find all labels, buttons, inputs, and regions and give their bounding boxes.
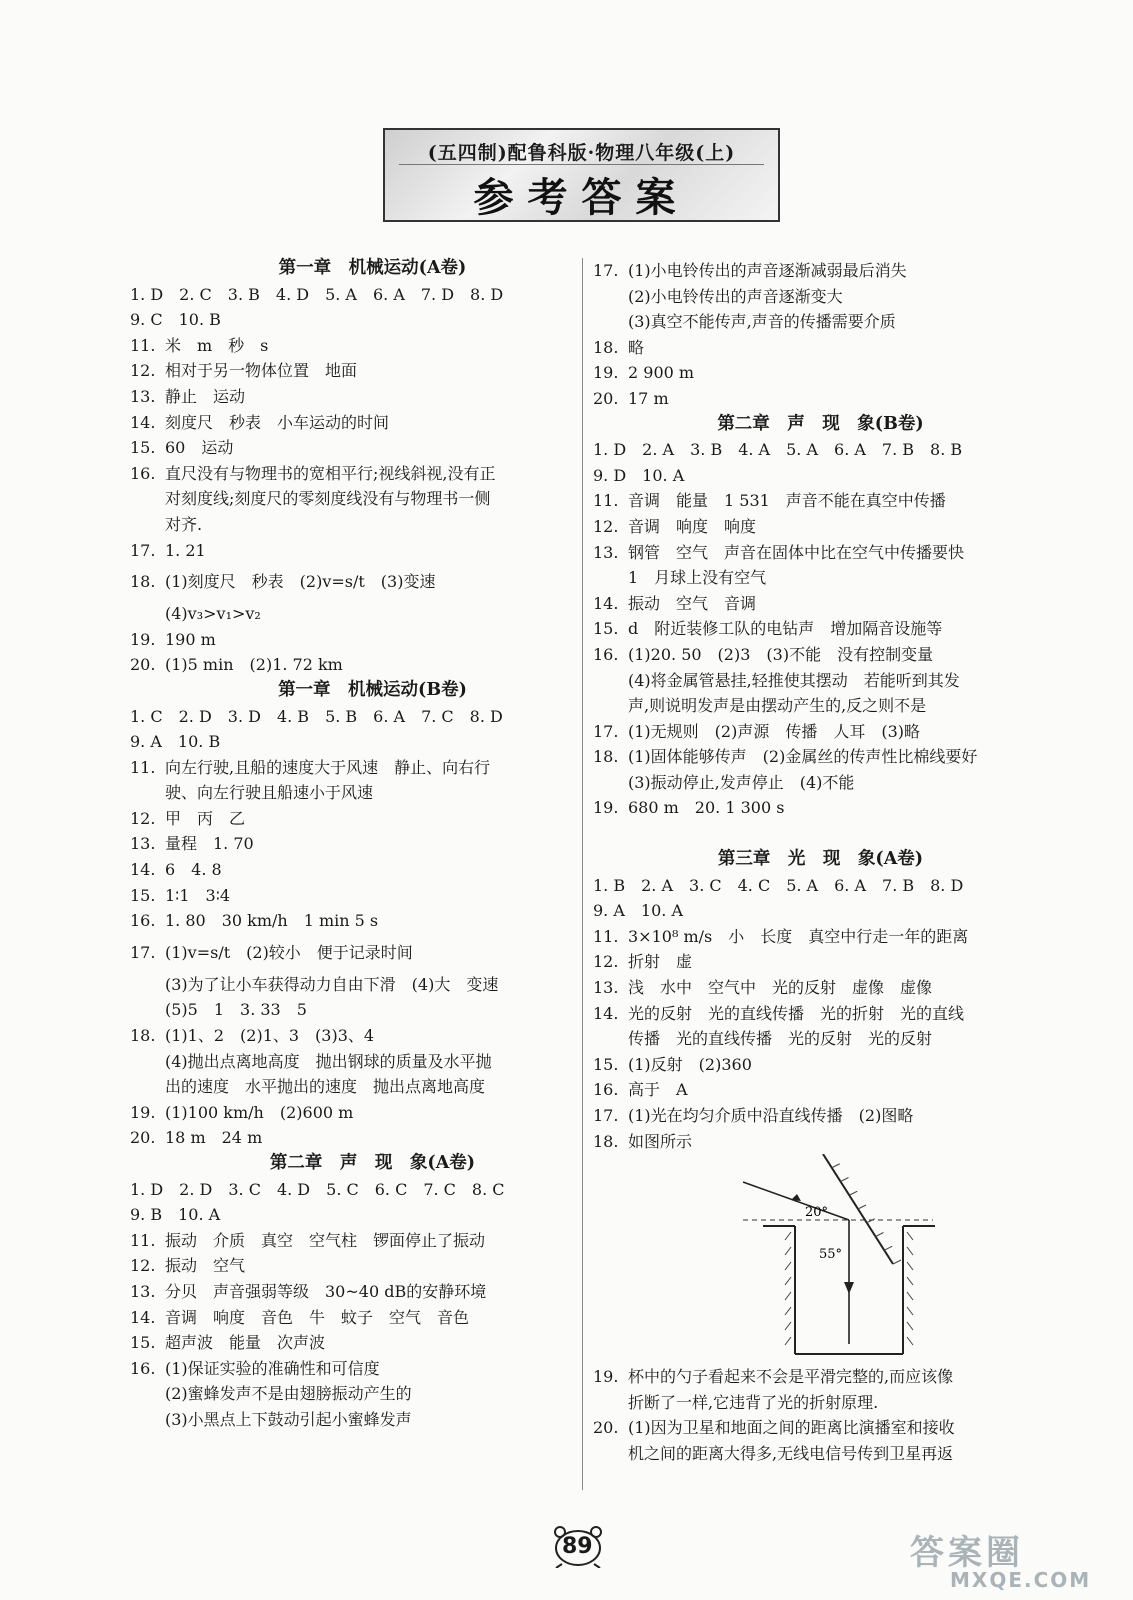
answer-item xyxy=(593,642,1048,668)
answer-continuation: (5)5 1 3. 33 5 xyxy=(165,1000,307,1020)
answer-continuation: (4)v₃>v₁>v₂ xyxy=(165,604,261,624)
answer-text: (1)因为卫星和地面之间的距离比演播室和接收 xyxy=(628,1418,955,1438)
answer-item xyxy=(593,386,1048,412)
answer-item xyxy=(593,335,1048,361)
answer-item xyxy=(130,1023,575,1049)
answer-item xyxy=(593,719,1048,745)
answer-item xyxy=(130,806,575,832)
answer-text: (1)v=s/t (2)较小 便于记录时间 xyxy=(165,942,413,962)
right-column xyxy=(593,258,1048,1467)
answer-continuation: 折断了一样,它违背了光的折射原理. xyxy=(628,1392,879,1412)
answer-text: 振动 空气 xyxy=(165,1256,246,1276)
question-number: 12. xyxy=(130,1256,156,1276)
answer-item xyxy=(593,1052,1048,1078)
answer-item xyxy=(593,616,1048,642)
answer-continuation: (4)抛出点离地高度 抛出钢球的质量及水平抛 xyxy=(165,1051,492,1071)
question-number: 18. xyxy=(593,1131,619,1151)
answer-item xyxy=(593,1364,1048,1390)
question-number: 17. xyxy=(593,261,619,280)
answer-text: 1. 80 30 km/h 1 min 5 s xyxy=(165,911,379,931)
answer-text: 高于 A xyxy=(628,1080,688,1100)
answer-continuation: (4)将金属管悬挂,轻推使其摆动 若能听到其发 xyxy=(628,670,960,690)
answer-line: 9. A 10. A xyxy=(593,901,683,921)
answer-line: 1. D 2. D 3. C 4. D 5. C 6. C 7. C 8. C xyxy=(130,1179,505,1199)
question-number: 13. xyxy=(593,542,619,562)
answer-text: (1)1、2 (2)1、3 (3)3、4 xyxy=(165,1026,375,1046)
question-number: 16. xyxy=(130,463,156,483)
answer-item xyxy=(130,1279,575,1305)
answer-item xyxy=(130,857,575,883)
answer-text: (1)刻度尺 秒表 (2)v=s/t (3)变速 xyxy=(165,572,436,592)
answer-text: (1)20. 50 (2)3 (3)不能 没有控制变量 xyxy=(628,644,934,664)
answer-item xyxy=(593,744,1048,770)
answer-continuation: 对齐. xyxy=(165,514,203,534)
answer-item xyxy=(130,333,575,359)
answer-item xyxy=(130,831,575,857)
question-number: 19. xyxy=(593,798,619,818)
answer-text: (1)小电铃传出的声音逐渐减弱最后消失 xyxy=(628,261,907,280)
hatch-right xyxy=(907,1307,913,1315)
mirror-hatch xyxy=(876,1233,884,1237)
section-heading: 第二章 声 现 象(B卷) xyxy=(717,413,924,434)
question-number: 11. xyxy=(593,926,619,946)
answer-item xyxy=(593,1077,1048,1103)
hatch-right xyxy=(907,1262,913,1270)
hatch-left xyxy=(785,1232,791,1240)
answer-text: 略 xyxy=(628,337,645,357)
section-heading: 第二章 声 现 象(A卷) xyxy=(269,1153,476,1173)
answer-line: 1. D 2. C 3. B 4. D 5. A 6. A 7. D 8. D xyxy=(130,284,504,304)
answer-text: 钢管 空气 声音在固体中比在空气中传播要快 xyxy=(628,542,965,562)
answer-item xyxy=(593,1001,1048,1027)
answer-line: 9. B 10. A xyxy=(130,1205,221,1225)
answer-text: 刻度尺 秒表 小车运动的时间 xyxy=(165,412,390,432)
question-number: 17. xyxy=(593,1106,619,1125)
question-number: 18. xyxy=(593,337,619,357)
question-number: 13. xyxy=(130,834,156,854)
answer-text: 杯中的勺子看起来不会是平滑完整的,而应该像 xyxy=(628,1367,954,1387)
incident-ray xyxy=(743,1182,849,1220)
answer-text: 如图所示 xyxy=(628,1131,693,1151)
answer-item xyxy=(130,563,575,601)
question-number: 15. xyxy=(130,1333,156,1353)
question-number: 13. xyxy=(593,978,619,998)
question-number: 16. xyxy=(130,911,156,931)
section-heading: 第一章 机械运动(A卷) xyxy=(278,258,467,278)
question-number: 15. xyxy=(593,619,619,639)
answer-item xyxy=(130,538,575,564)
answer-item xyxy=(593,1129,1048,1155)
question-number: 14. xyxy=(130,860,156,880)
watermark xyxy=(910,1525,1110,1595)
hatch-left xyxy=(785,1247,791,1255)
answer-item xyxy=(130,410,575,436)
mirror-hatch xyxy=(841,1178,849,1182)
answer-item xyxy=(130,1100,575,1126)
page-title: 参考答案 xyxy=(473,174,690,221)
answer-text: 直尺没有与物理书的宽相平行;视线斜视,没有正 xyxy=(165,463,496,483)
answer-text: 相对于另一物体位置 地面 xyxy=(165,361,358,381)
question-number: 19. xyxy=(130,1102,156,1122)
answer-continuation: 机之间的距离大得多,无线电信号传到卫星再返 xyxy=(628,1443,954,1463)
mirror-hatch xyxy=(884,1246,892,1250)
hatch-left xyxy=(785,1292,791,1300)
answer-line: 9. A 10. B xyxy=(130,732,221,752)
answer-text: 17 m xyxy=(628,388,669,408)
answer-continuation: (2)小电铃传出的声音逐渐变大 xyxy=(628,286,843,306)
question-number: 20. xyxy=(130,655,156,675)
angle-label-55: 55° xyxy=(819,1247,843,1263)
question-number: 12. xyxy=(593,516,619,536)
answer-text: d 附近装修工队的电钻声 增加隔音设施等 xyxy=(628,619,943,639)
question-number: 11. xyxy=(130,1230,156,1250)
answer-item xyxy=(130,358,575,384)
answer-line: 1. D 2. A 3. B 4. A 5. A 6. A 7. B 8. B xyxy=(593,440,963,460)
answer-text: 分贝 声音强弱等级 30~40 dB的安静环境 xyxy=(165,1281,487,1301)
answer-text: (1)保证实验的准确性和可信度 xyxy=(165,1358,380,1378)
hatch-left xyxy=(785,1337,791,1345)
question-number: 18. xyxy=(130,1026,156,1046)
question-number: 15. xyxy=(130,438,156,458)
question-number: 17. xyxy=(130,942,156,962)
mirror-hatch xyxy=(832,1164,840,1168)
answer-item xyxy=(130,461,575,487)
answer-text: 米 m 秒 s xyxy=(165,335,269,355)
answer-item xyxy=(593,488,1048,514)
answer-item xyxy=(130,435,575,461)
answer-item xyxy=(130,934,575,972)
question-number: 15. xyxy=(130,885,156,905)
answer-text: 60 运动 xyxy=(165,438,234,458)
reflected-arrow xyxy=(844,1282,854,1294)
answer-item xyxy=(593,360,1048,386)
answer-text: 1∶1 3∶4 xyxy=(165,885,231,905)
answer-text: (1)反射 (2)360 xyxy=(628,1054,752,1074)
answer-item xyxy=(130,883,575,909)
incident-arrow xyxy=(791,1194,801,1201)
mirror-hatch xyxy=(849,1191,857,1195)
answer-continuation: 驶、向左行驶且船速小于风速 xyxy=(165,783,374,803)
answer-line: 1. B 2. A 3. C 4. C 5. A 6. A 7. B 8. D xyxy=(593,875,964,895)
column-divider xyxy=(582,258,583,1490)
question-number: 14. xyxy=(130,412,156,432)
question-number: 17. xyxy=(130,540,156,560)
left-column xyxy=(130,256,575,1433)
question-number: 11. xyxy=(593,491,619,511)
hatch-right xyxy=(907,1292,913,1300)
answer-line: 1. C 2. D 3. D 4. B 5. B 6. A 7. C 8. D xyxy=(130,706,503,726)
answer-text: (1)无规则 (2)声源 传播 人耳 (3)略 xyxy=(628,721,920,741)
answer-continuation: (3)为了让小车获得动力自由下滑 (4)大 变速 xyxy=(165,974,499,994)
answer-text: 音调 响度 响度 xyxy=(628,516,757,536)
answer-item xyxy=(130,1228,575,1254)
answer-text: (1)固体能够传声 (2)金属丝的传声性比棉线要好 xyxy=(628,747,978,767)
answer-text: 振动 空气 音调 xyxy=(628,593,757,613)
question-number: 15. xyxy=(593,1054,619,1074)
answer-item xyxy=(130,1330,575,1356)
answer-text: 6 4. 8 xyxy=(165,860,222,880)
answer-text: 190 m xyxy=(165,629,216,649)
answer-item xyxy=(593,258,1048,284)
answer-item xyxy=(130,652,575,678)
answer-text: 折射 虚 xyxy=(628,952,693,972)
answer-item xyxy=(593,975,1048,1001)
question-number: 16. xyxy=(593,1080,619,1100)
question-number: 19. xyxy=(593,1367,619,1387)
answer-item xyxy=(130,384,575,410)
hatch-left xyxy=(785,1322,791,1330)
refraction-diagram xyxy=(743,1154,943,1364)
answer-continuation: (3)振动停止,发声停止 (4)不能 xyxy=(628,772,855,792)
answer-item xyxy=(593,949,1048,975)
answer-item xyxy=(130,627,575,653)
answer-text: 18 m 24 m xyxy=(165,1128,263,1148)
question-number: 19. xyxy=(593,363,619,383)
question-number: 17. xyxy=(593,721,619,741)
question-number: 11. xyxy=(130,335,156,355)
answer-text: 680 m 20. 1 300 s xyxy=(628,798,785,818)
watermark-main: 答案圈 xyxy=(910,1533,1024,1573)
question-number: 18. xyxy=(130,572,156,592)
answer-text: (1)5 min (2)1. 72 km xyxy=(165,655,343,675)
hatch-right xyxy=(907,1232,913,1240)
answer-item xyxy=(130,1356,575,1382)
answer-continuation: 出的速度 水平抛出的速度 抛出点离地高度 xyxy=(165,1077,486,1097)
answer-text: 量程 1. 70 xyxy=(165,834,254,854)
spacer xyxy=(593,821,1048,847)
question-number: 12. xyxy=(593,952,619,972)
answer-continuation: (3)小黑点上下鼓动引起小蜜蜂发声 xyxy=(165,1409,412,1429)
question-number: 16. xyxy=(593,644,619,664)
answer-text: 1. 21 xyxy=(165,540,206,560)
book-subtitle: (五四制)配鲁科版·物理八年级(上) xyxy=(399,138,764,165)
answer-continuation: 声,则说明发声是由摆动产生的,反之则不是 xyxy=(628,696,927,716)
hatch-right xyxy=(907,1337,913,1345)
hatch-right xyxy=(907,1277,913,1285)
answer-text: 甲 丙 乙 xyxy=(165,808,246,828)
refraction-figure xyxy=(593,1154,1048,1364)
page-number: 89 xyxy=(562,1534,593,1559)
hatch-left xyxy=(785,1277,791,1285)
question-number: 12. xyxy=(130,808,156,828)
section-heading: 第三章 光 现 象(A卷) xyxy=(717,849,924,870)
question-number: 18. xyxy=(593,747,619,767)
answer-item xyxy=(130,1125,575,1151)
mirror-hatch xyxy=(858,1205,866,1209)
answer-item xyxy=(130,908,575,934)
answer-text: 音调 能量 1 531 声音不能在真空中传播 xyxy=(628,491,946,511)
answer-text: 3×10⁸ m/s 小 长度 真空中行走一年的距离 xyxy=(628,926,969,946)
answer-text: 2 900 m xyxy=(628,363,695,383)
answer-text: 光的反射 光的直线传播 光的折射 光的直线 xyxy=(628,1003,965,1023)
section-heading: 第一章 机械运动(B卷) xyxy=(278,679,467,700)
answer-text: 音调 响度 音色 牛 蚊子 空气 音色 xyxy=(165,1307,470,1327)
mirror-hatch xyxy=(867,1219,875,1223)
hatch-left xyxy=(785,1262,791,1270)
answer-text: (1)100 km/h (2)600 m xyxy=(165,1102,354,1122)
answer-line: 9. D 10. A xyxy=(593,465,685,485)
answer-continuation: 1 月球上没有空气 xyxy=(628,568,767,588)
hatch-right xyxy=(907,1322,913,1330)
question-number: 12. xyxy=(130,361,156,381)
answer-text: 浅 水中 空气中 光的反射 虚像 虚像 xyxy=(628,978,933,998)
answer-line: 9. C 10. B xyxy=(130,310,221,330)
hatch-left xyxy=(785,1307,791,1315)
answer-continuation: 对刻度线;刻度尺的零刻度线没有与物理书一侧 xyxy=(165,489,491,509)
answer-text: 振动 介质 真空 空气柱 锣面停止了振动 xyxy=(165,1230,486,1250)
question-number: 13. xyxy=(130,386,156,406)
page-number-badge xyxy=(548,1524,608,1568)
answer-text: 超声波 能量 次声波 xyxy=(165,1333,326,1353)
question-number: 20. xyxy=(593,1418,619,1438)
watermark-sub: MXQE.COM xyxy=(950,1568,1092,1592)
question-number: 16. xyxy=(130,1358,156,1378)
header-banner xyxy=(383,128,780,222)
question-number: 14. xyxy=(593,593,619,613)
answer-continuation: (3)真空不能传声,声音的传播需要介质 xyxy=(628,312,896,332)
answer-item xyxy=(593,514,1048,540)
angle-label-20: 20° xyxy=(805,1205,829,1221)
question-number: 14. xyxy=(593,1003,619,1023)
answer-item xyxy=(130,1253,575,1279)
answer-item xyxy=(593,924,1048,950)
answer-item xyxy=(130,1305,575,1331)
answer-item xyxy=(593,1415,1048,1441)
answer-item xyxy=(593,540,1048,566)
answer-text: 向左行驶,且船的速度大于风速 静止、向右行 xyxy=(165,757,491,777)
question-number: 13. xyxy=(130,1281,156,1301)
answer-item xyxy=(593,1103,1048,1129)
answer-text: (1)光在均匀介质中沿直线传播 (2)图略 xyxy=(628,1106,914,1125)
question-number: 11. xyxy=(130,757,156,777)
answer-item xyxy=(593,795,1048,821)
mirror-hatch xyxy=(893,1260,901,1264)
question-number: 20. xyxy=(593,388,619,408)
answer-continuation: (2)蜜蜂发声不是由翅膀振动产生的 xyxy=(165,1384,412,1404)
answer-text: 静止 运动 xyxy=(165,386,246,406)
answer-continuation: 传播 光的直线传播 光的反射 光的反射 xyxy=(628,1029,933,1049)
hatch-right xyxy=(907,1247,913,1255)
answer-item xyxy=(130,755,575,781)
question-number: 19. xyxy=(130,629,156,649)
question-number: 20. xyxy=(130,1128,156,1148)
question-number: 14. xyxy=(130,1307,156,1327)
answer-item xyxy=(593,591,1048,617)
